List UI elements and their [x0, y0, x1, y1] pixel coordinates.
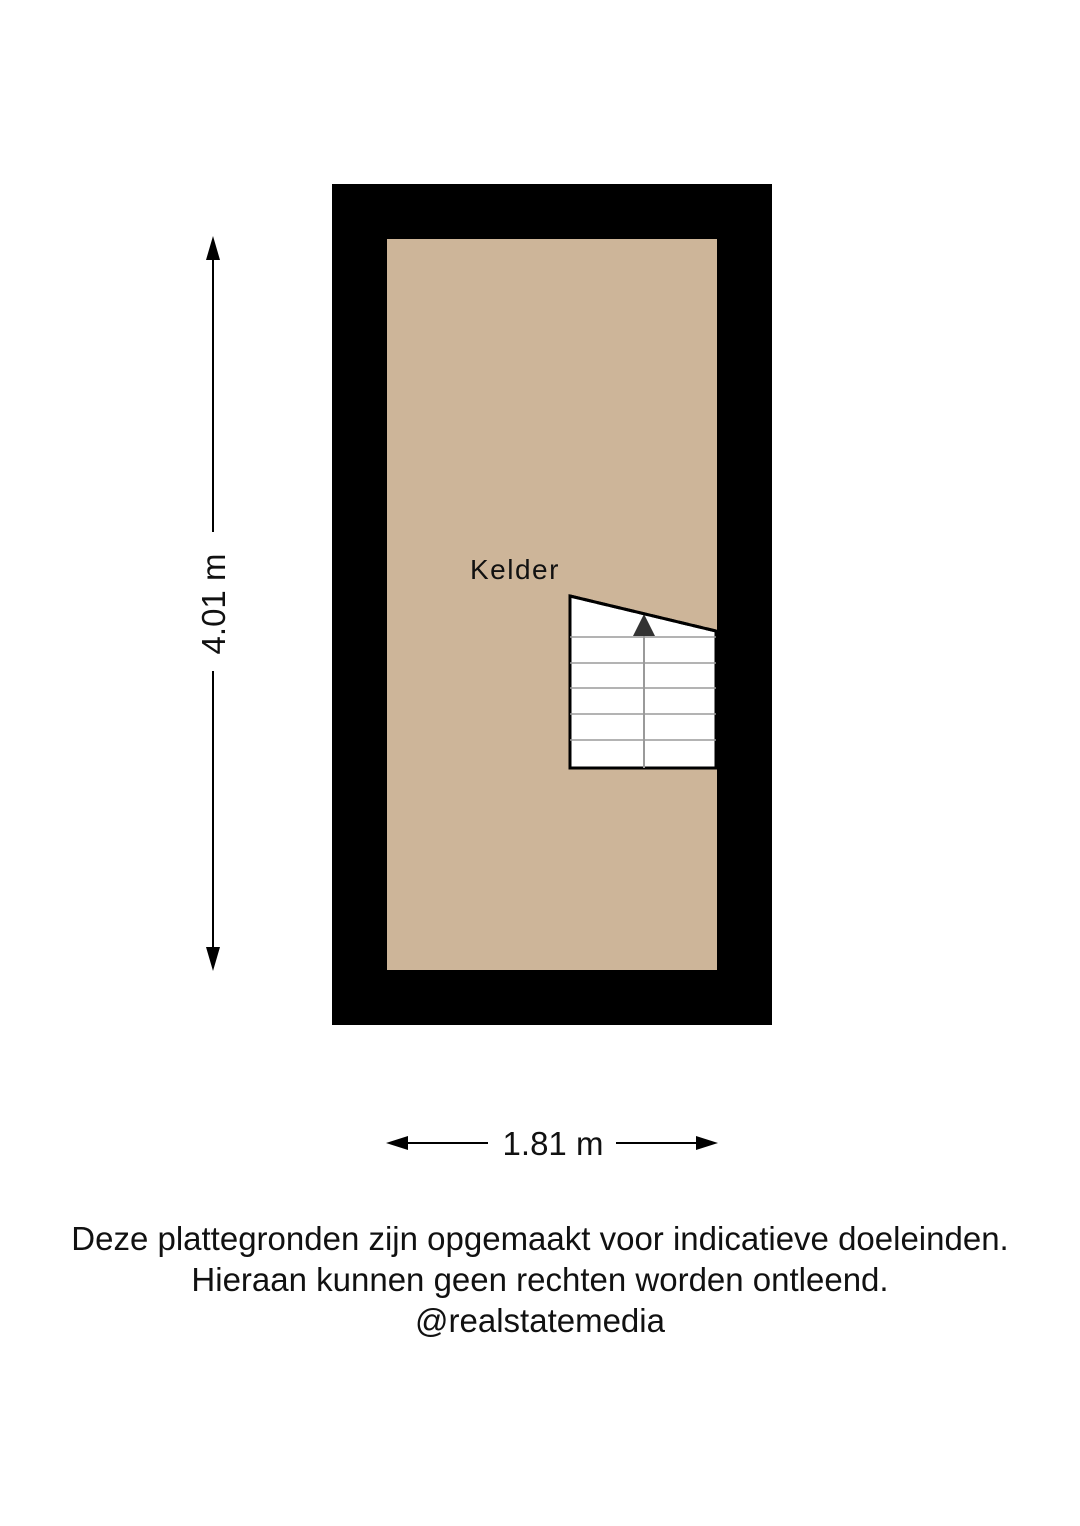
width-dimension-label: 1.81 m [502, 1125, 604, 1162]
width-dimension [386, 1125, 718, 1162]
arrow-left-icon [386, 1136, 408, 1150]
arrow-down-icon [206, 947, 220, 971]
credit-handle: @realstatemedia [415, 1302, 665, 1339]
room-floor [387, 239, 717, 970]
arrow-up-icon [206, 236, 220, 260]
height-dimension-label: 4.01 m [195, 553, 232, 655]
height-dimension [195, 236, 232, 971]
room-label: Kelder [470, 554, 560, 585]
disclaimer-line-1: Deze plattegronden zijn opgemaakt voor indicatieve doeleinden. [71, 1220, 1009, 1257]
disclaimer-line-2: Hieraan kunnen geen rechten worden ontleend. [191, 1261, 889, 1298]
disclaimer [0, 1218, 1080, 1341]
arrow-right-icon [696, 1136, 718, 1150]
